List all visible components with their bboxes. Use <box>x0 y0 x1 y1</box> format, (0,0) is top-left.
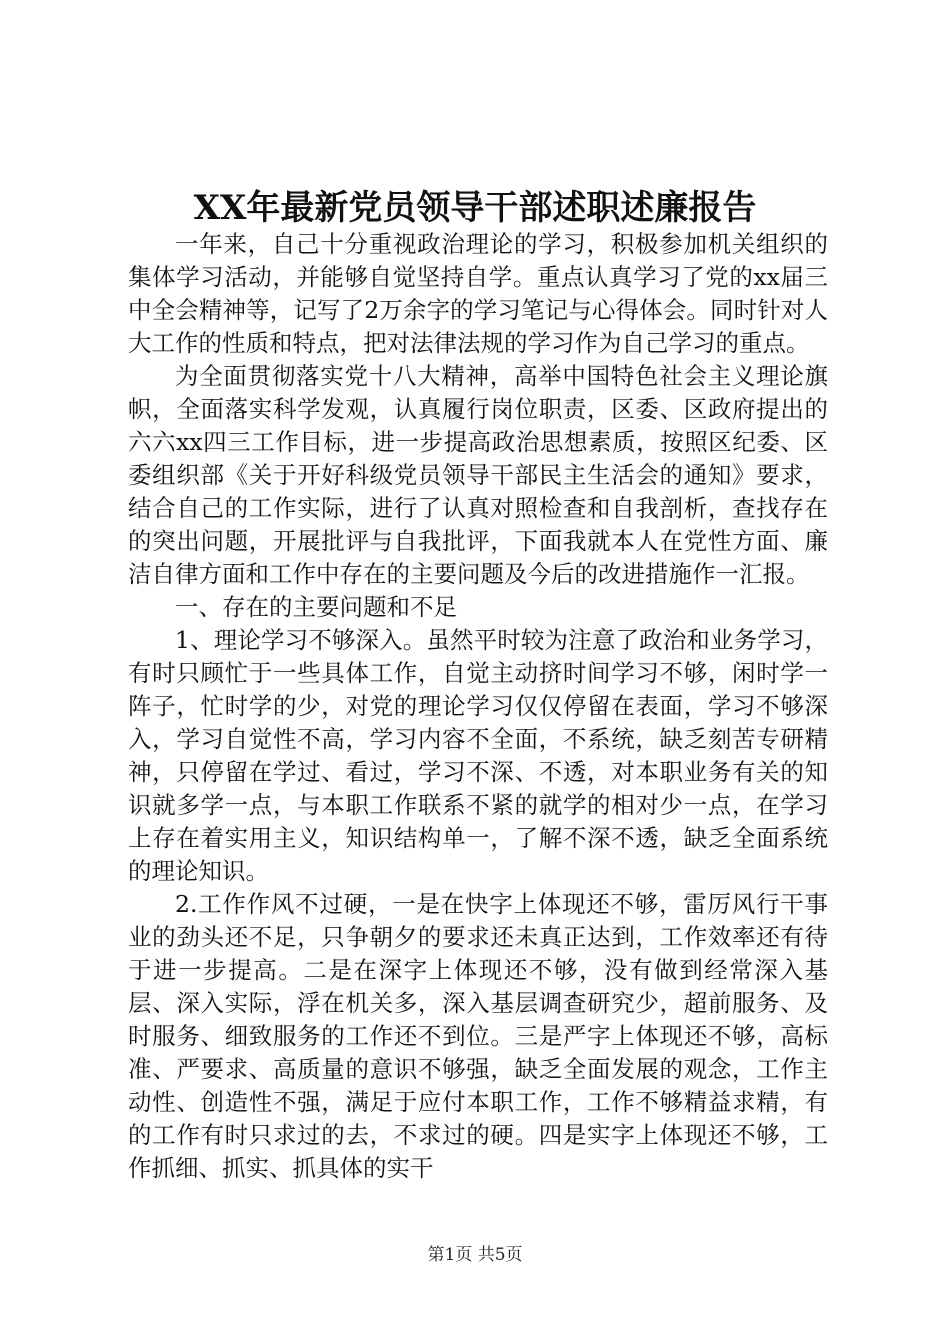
page-indicator: 第1页 共5页 <box>427 1245 523 1265</box>
paragraph-introduction: 为全面贯彻落实党十八大精神，高举中国特色社会主义理论旗帜，全面落实科学发观，认真履行岗位职责，区委、区政府提出的六六xx四三工作目标，进一步提高政治思想素质，按照区纪委、区委组织部《关于开好科级党员领导干部民主生活会的通知》要求，结合自己的工作实际，进行了认真对照检查和自我剖析，查找存在的突出问题，开展批评与自我批评，下面我就本人在党性方面、廉洁自律方面和工作中存在的主要问题及今后的改进措施作一汇报。 <box>128 362 828 588</box>
paragraph-theory-study: 1、理论学习不够深入。虽然平时较为注意了政治和业务学习，有时只顾忙于一些具体工作，自觉主动挤时间学习不够，闲时学一阵子，忙时学的少，对党的理论学习仅仅停留在表面，学习不够深入，学习自觉性不高，学习内容不全面，不系统，缺乏刻苦专研精神，只停留在学过、看过，学习不深、不透，对本职业务有关的知识就多学一点，与本职工作联系不紧的就学的相对少一点，在学习上存在着实用主义，知识结构单一，了解不深不透，缺乏全面系统的理论知识。 <box>128 626 828 885</box>
paragraph-study: 一年来，自己十分重视政治理论的学习，积极参加机关组织的集体学习活动，并能够自觉坚持自学。重点认真学习了党的xx届三中全会精神等，记写了2万余字的学习笔记与心得体会。同时针对人大工作的性质和特点，把对法律法规的学习作为自己学习的重点。 <box>128 230 828 357</box>
paragraph-work-style: 2.工作作风不过硬，一是在快字上体现还不够，雷厉风行干事业的劲头还不足，只争朝夕的要求还未真正达到，工作效率还有待于进一步提高。二是在深字上体现还不够，没有做到经常深入基层、深入实际，浮在机关多，深入基层调查研究少，超前服务、及时服务、细致服务的工作还不到位。三是严字上体现还不够，高标准、严要求、高质量的意识不够强，缺乏全面发展的观念，工作主动性、创造性不强，满足于应付本职工作，工作不够精益求精，有的工作有时只求过的去，不求过的硬。四是实字上体现还不够，工作抓细、抓实、抓具体的实干 <box>128 890 828 1182</box>
section-heading-problems: 一、存在的主要问题和不足 <box>175 593 457 621</box>
document-body <box>128 228 828 1185</box>
document-title: XX年最新党员领导干部述职述廉报告 <box>193 188 757 228</box>
